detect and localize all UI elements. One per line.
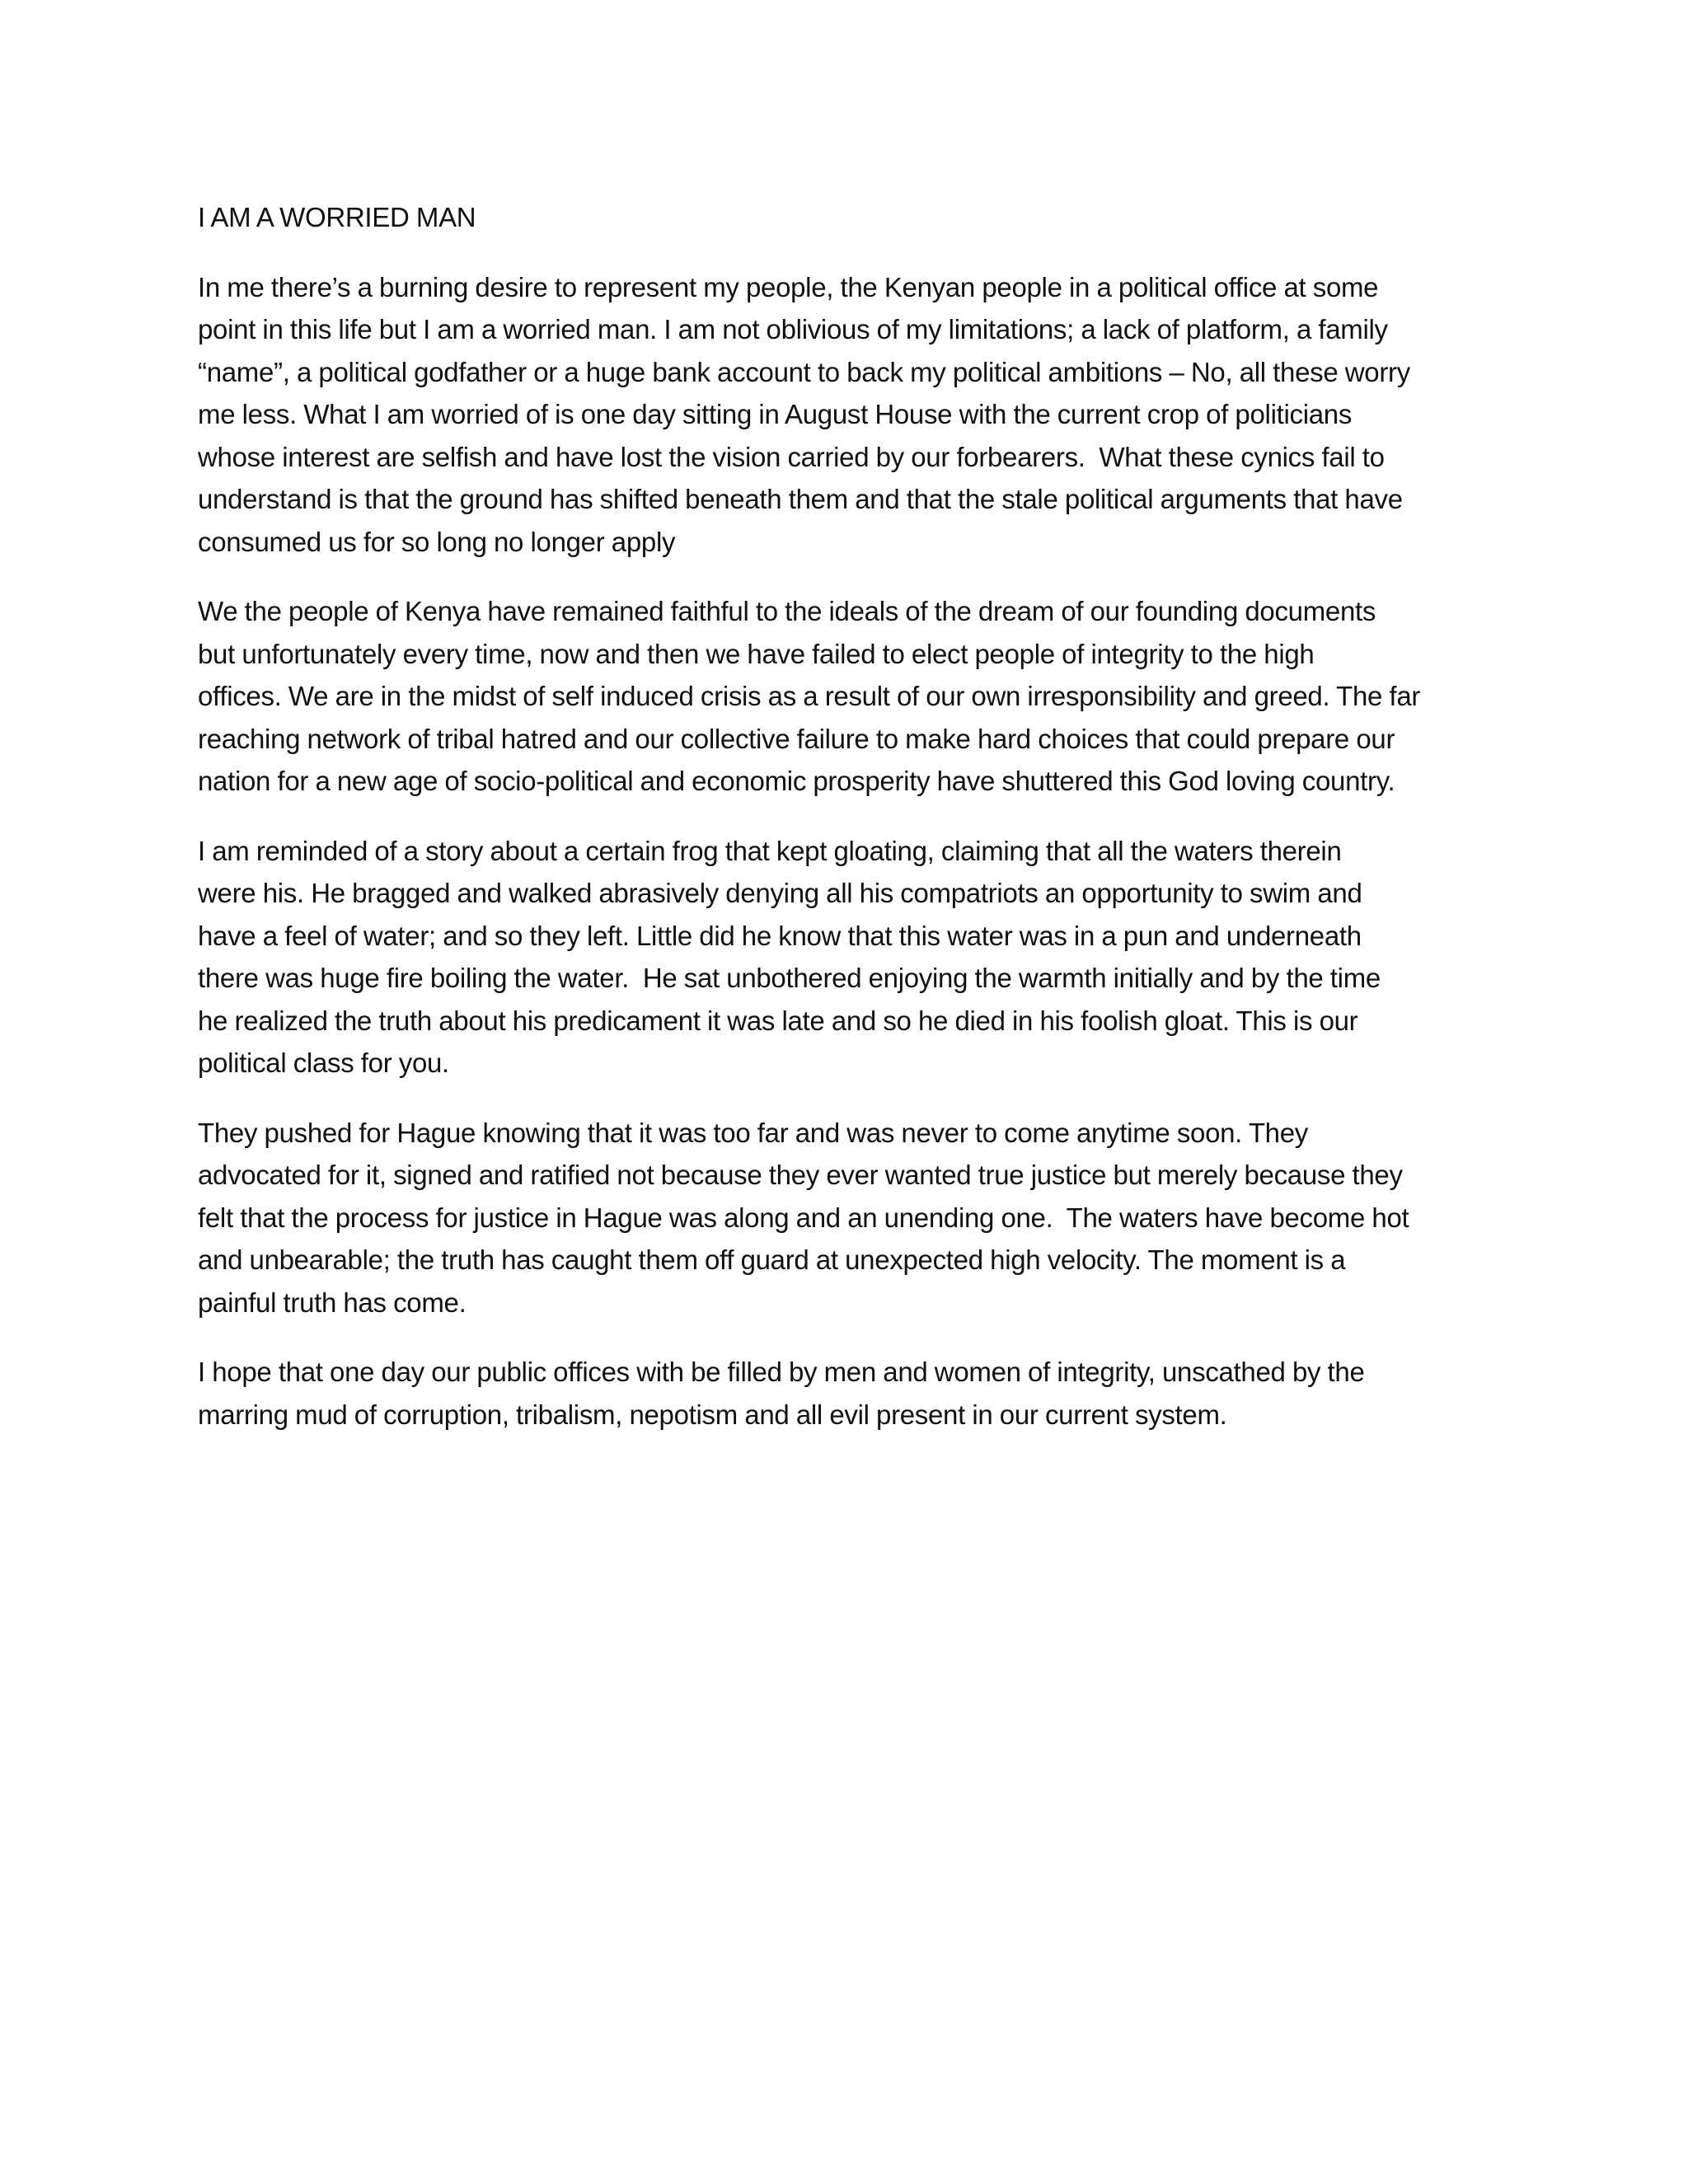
paragraph-2 [198, 590, 1500, 803]
paragraph-line: there was huge fire boiling the water. He sat unbothered enjoying the warmth initially and by the time [198, 963, 1381, 993]
paragraph-line: and unbearable; the truth has caught them off guard at unexpected high velocity. The moment is a [198, 1244, 1346, 1275]
paragraph-line: political class for you. [198, 1047, 449, 1078]
paragraph-line: In me there’s a burning desire to represent my people, the Kenyan people in a political office at some [198, 271, 1379, 302]
paragraph-line: me less. What I am worried of is one day sitting in August House with the current crop of politicians [198, 399, 1353, 429]
paragraph-line: he realized the truth about his predicament it was late and so he died in his foolish gloat. This is our [198, 1005, 1358, 1036]
paragraph-line: reaching network of tribal hatred and our collective failure to make hard choices that could prepare our [198, 723, 1395, 754]
paragraph-line: but unfortunately every time, now and then we have failed to elect people of integrity to the high [198, 638, 1315, 669]
paragraph-4 [198, 1112, 1500, 1324]
paragraph-line: whose interest are selfish and have lost the vision carried by our forbearers. What these cynics fail to [198, 441, 1385, 472]
paragraph-1 [198, 266, 1500, 564]
paragraph-line: We the people of Kenya have remained faithful to the ideals of the dream of our founding documents [198, 596, 1376, 626]
document-body [198, 196, 1500, 1463]
paragraph-line: “name”, a political godfather or a huge bank account to back my political ambitions – No, all these worry [198, 356, 1410, 387]
paragraph-line: marring mud of corruption, tribalism, nepotism and all evil present in our current system. [198, 1399, 1227, 1430]
paragraph-line: were his. He bragged and walked abrasively denying all his compatriots an opportunity to swim and [198, 878, 1362, 908]
paragraph-line: consumed us for so long no longer apply [198, 526, 676, 557]
document-title: I AM A WORRIED MAN [198, 202, 476, 232]
paragraph-3 [198, 830, 1500, 1085]
paragraph-line: They pushed for Hague knowing that it was too far and was never to come anytime soon. They [198, 1117, 1308, 1148]
paragraph-line: have a feel of water; and so they left. Little did he know that this water was in a pun and underneath [198, 920, 1362, 951]
paragraph-5 [198, 1351, 1500, 1436]
paragraph-line: advocated for it, signed and ratified not because they ever wanted true justice but merely because they [198, 1160, 1403, 1190]
paragraph-line: offices. We are in the midst of self induced crisis as a result of our own irresponsibility and greed. The far [198, 681, 1421, 711]
paragraph-line: felt that the process for justice in Hague was along and an unending one. The waters have become hot [198, 1202, 1409, 1233]
paragraph-line: painful truth has come. [198, 1286, 467, 1318]
paragraph-line: understand is that the ground has shifted beneath them and that the stale political arguments that have [198, 484, 1403, 514]
paragraph-line: point in this life but I am a worried man. I am not oblivious of my limitations; a lack of platform, a family [198, 314, 1388, 344]
paragraph-line: I hope that one day our public offices with be filled by men and women of integrity, unscathed by the [198, 1357, 1365, 1387]
paragraph-line: nation for a new age of socio-political and economic prosperity have shuttered this God loving country. [198, 766, 1395, 796]
paragraph-line: I am reminded of a story about a certain frog that kept gloating, claiming that all the waters therein [198, 835, 1342, 866]
